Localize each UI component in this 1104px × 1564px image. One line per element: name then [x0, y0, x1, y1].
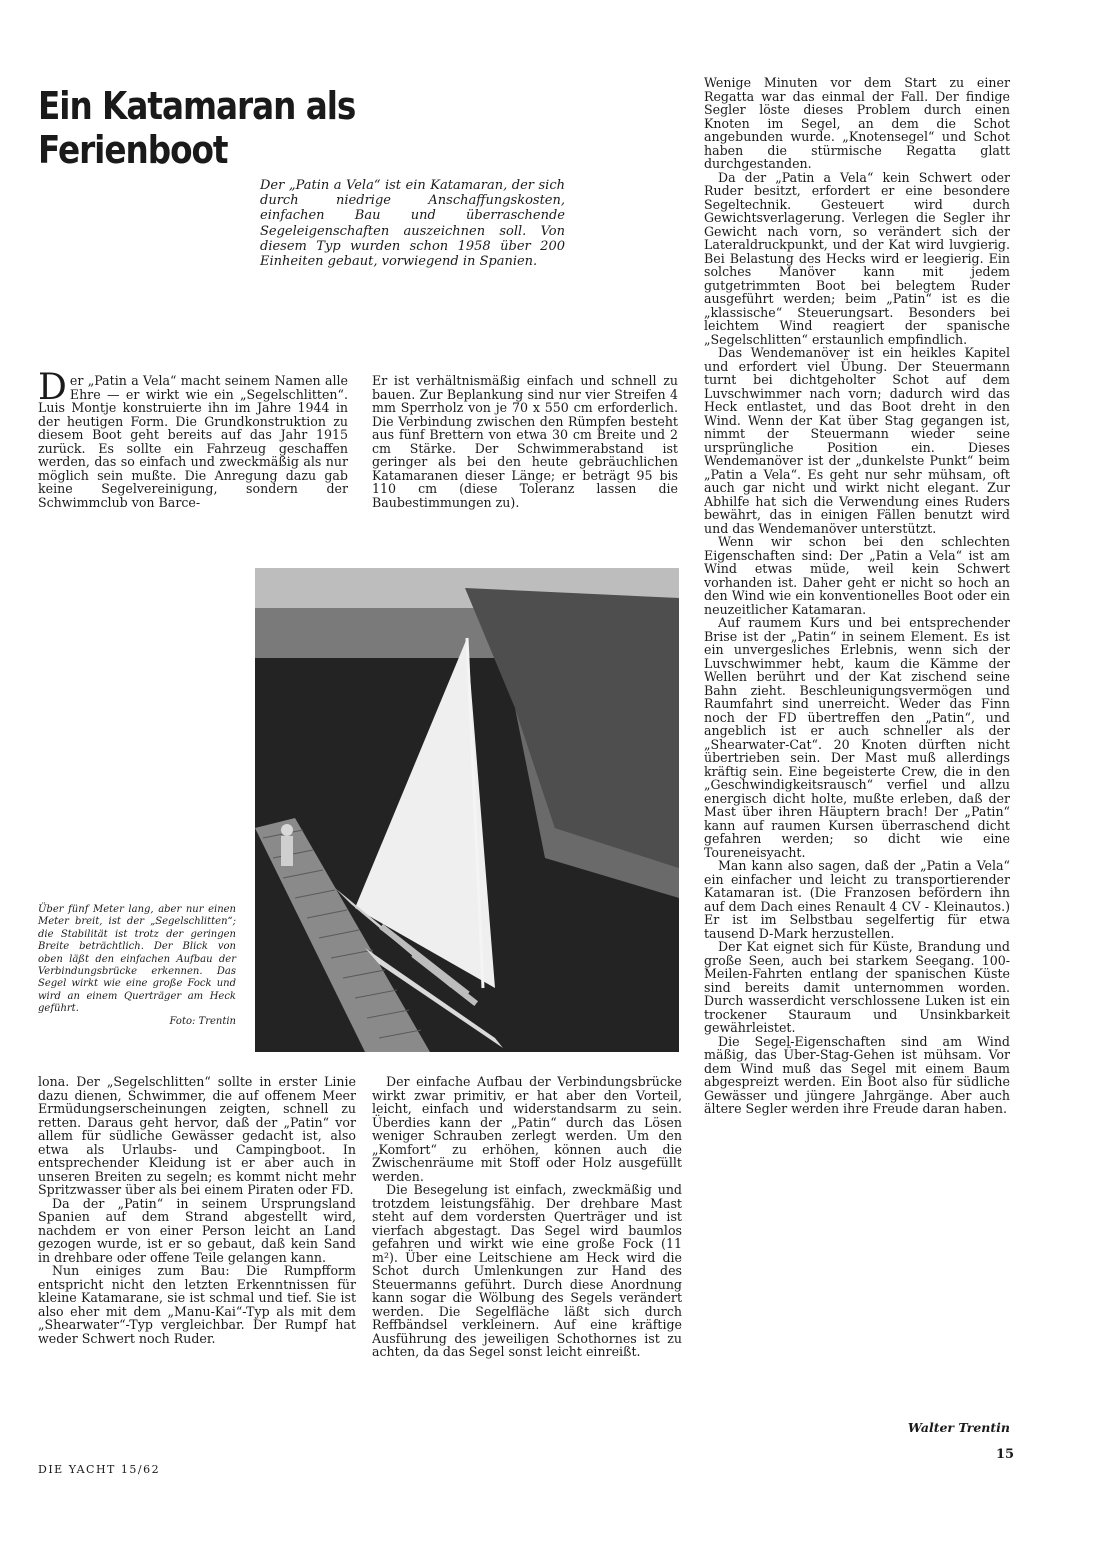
paragraph-text: er „Patin a Vela“ macht seinem Namen alle Ehre — er wirkt wie ein „Segelschlitten“. Luis Montje konstruierte ihn im Jahre 1944 in der heutigen Form. Die Grundkonstruktion zu diesem Boot geht bereits auf das Jahr 1915 zurück. Es sollte ein Fahrzeug geschaffen werden, das so einfach und zweckmäßig als nur möglich sein mußte. Die Anregung dazu gab keine Segelvereinigung, sondern der Schwimmclub von Barce-	[38, 373, 348, 510]
paragraph: Man kann also sagen, daß der „Patin a Vela“ ein einfacher und leicht zu transportierender Katamaran ist. (Die Franzosen befördern ihn auf dem Dach eines Renault 4 CV - Kleinautos.) Er ist im Selbstbau segelfertig für etwa tausend D-Mark herzustellen.	[704, 858, 1010, 941]
photo-person-body	[281, 836, 293, 866]
paragraph: Da der „Patin“ in seinem Ursprungsland Spanien auf dem Strand abgestellt wird, nachdem er von einer Person leicht an Land gezogen wurde, ist er so gebaut, daß kein Sand in drehbare oder offene Teile gelangen kann.	[38, 1195, 356, 1265]
catamaran-photo	[255, 568, 679, 1052]
paragraph: Wenn wir schon bei den schlechten Eigenschaften sind: Der „Patin a Vela“ ist am Wind etwas müde, weil kein Schwert vorhanden ist. Daher geht er nicht so hoch an den Wind wie ein konventionelles Boot oder ein neuzeitlicher Katamaran.	[704, 534, 1010, 617]
drop-cap: D	[38, 367, 67, 408]
photo-caption	[38, 904, 236, 1028]
publication-footer: DIE YACHT 15/62	[38, 1463, 161, 1476]
author-signature: Walter Trentin	[907, 1420, 1010, 1435]
paragraph	[38, 367, 348, 510]
page-number: 15	[996, 1447, 1015, 1462]
paragraph: Der einfache Aufbau der Verbindungsbrücke wirkt zwar primitiv, er hat aber den Vorteil, leicht, einfach und widerstandsarm zu sein. Überdies kann der „Patin“ durch das Lösen weniger Schrauben zerlegt werden. Um den „Komfort“ zu erhöhen, können auch die Zwischenräume mit Stoff oder Holz ausgefüllt werden.	[372, 1074, 682, 1184]
column-2-top	[372, 374, 678, 509]
paragraph: Auf raumem Kurs und bei entsprechender Brise ist der „Patin“ in seinem Element. Es ist ein unvergesliches Erlebnis, wenn sich der Luvschwimmer hebt, kaum die Kämme der Wellen berührt und der Kat zischend seine Bahn zieht. Beschleunigungsvermögen und Raumfahrt sind unerreicht. Weder das Finn noch der FD übertreffen den „Patin“, und angeblich ist er auch schneller als der „Shearwater-Cat“. 20 Knoten dürften nicht übertrieben sein. Der Mast muß allerdings kräftig sein. Eine begeisterte Crew, die in den „Geschwindigkeitsrausch“ verfiel und allzu energisch dicht holte, mußte erleben, daß der Mast über ihren Häuptern brach! Der „Patin“ kann auf raumen Kursen überraschend dicht gefahren werden; so dicht wie eine Toureneisyacht.	[704, 615, 1010, 860]
photo-credit: Foto: Trentin	[169, 1015, 236, 1027]
paragraph: Nun einiges zum Bau: Die Rumpfform entspricht nicht den letzten Erkenntnissen für kleine Katamarane, sie ist schmal und tief. Sie ist also eher mit dem „Manu-Kai“-Typ als mit dem „Shearwater“-Typ vergleichbar. Der Rumpf hat weder Schwert noch Ruder.	[38, 1263, 356, 1346]
column-1-bottom	[38, 1075, 356, 1345]
article-title: Ein Katamaran als Ferienboot	[38, 84, 356, 172]
photo-illustration	[255, 568, 679, 1052]
paragraph: Die Segel-Eigenschaften sind am Wind mäßig, das Über-Stag-Gehen ist mühsam. Vor dem Wind muß das Segel mit einem Baum abgespreizt werden. Ein Boot also für südliche Gewässer und jüngere Jahrgänge. Aber auch ältere Segler werden ihre Freude daran haben.	[704, 1033, 1010, 1116]
photo-person-head	[281, 824, 293, 836]
paragraph: Er ist verhältnismäßig einfach und schnell zu bauen. Zur Beplankung sind nur vier Streifen 4 mm Sperrholz von je 70 x 550 cm erforderlich. Die Verbindung zwischen den Rümpfen besteht aus fünf Brettern von etwa 30 cm Breite und 2 cm Stärke. Der Schwimmerabstand ist geringer als bei den heute gebräuchlichen Katamaranen dieser Länge; er beträgt 95 bis 110 cm (diese Toleranz lassen die Baubestimmungen zu).	[372, 373, 678, 510]
column-2-bottom	[372, 1075, 682, 1359]
paragraph: Der Kat eignet sich für Küste, Brandung und große Seen, auch bei starkem Seegang. 100-Meilen-Fahrten entlang der spanischen Küste sind bereits damit unternommen worden. Durch wasserdicht verschlossene Luken ist ein trockener Stauraum und Unsinkbarkeit gewährleistet.	[704, 939, 1010, 1035]
column-3	[704, 76, 1010, 1116]
paragraph: Da der „Patin a Vela“ kein Schwert oder Ruder besitzt, erfordert er eine besondere Segeltechnik. Gesteuert wird durch Gewichtsverlagerung. Verlegen die Segler ihr Gewicht nach vorn, so verändert sich der Lateraldruckpunkt, und der Kat wird luvgierig. Bei Belastung des Hecks wird er leegierig. Ein solches Manöver kann mit jedem gutgetrimmten Boot bei belegtem Ruder ausgeführt werden; beim „Patin“ ist es die „klassische“ Steuerungsart. Besonders bei leichtem Wind reagiert der spanische „Segelschlitten“ erstaunlich empfindlich.	[704, 169, 1010, 347]
caption-text: Über fünf Meter lang, aber nur einen Meter breit, ist der „Segelschlitten“; die Stabilität ist trotz der geringen Breite beträchtlich. Der Blick von oben läßt den einfachen Aufbau der Verbindungsbrücke erkennen. Das Segel wirkt wie eine große Fock und wird an einem Querträger am Heck geführt.	[38, 904, 236, 1015]
column-1-top	[38, 367, 348, 510]
article-intro: Der „Patin a Vela“ ist ein Katamaran, der sich durch niedrige Anschaffungskosten, einfachen Bau und überraschende Segeleigenschaften auszeichnen soll. Von diesem Typ wurden schon 1958 über 200 Einheiten gebaut, vorwiegend in Spanien.	[260, 178, 565, 270]
paragraph: Die Besegelung ist einfach, zweckmäßig und trotzdem leistungsfähig. Der drehbare Mast steht auf dem vordersten Querträger und ist vierfach abgestagt. Das Segel wird baumlos gefahren und wirkt wie eine große Fock (11 m²). Über eine Leitschiene am Heck wird die Schot durch Umlenkungen zur Hand des Steuermanns geführt. Durch diese Anordnung kann sogar die Wölbung des Segels verändert werden. Die Segelfläche läßt sich durch Reffbändsel verkleinern. Auf eine kräftige Ausführung des jeweiligen Schothornes ist zu achten, da das Segel sonst leicht einreißt.	[372, 1182, 682, 1359]
paragraph: Das Wendemanöver ist ein heikles Kapitel und erfordert viel Übung. Der Steuermann turnt bei dichtgeholter Schot auf dem Luvschwimmer nach vorn; dadurch wird das Heck entlastet, und das Boot dreht in den Wind. Wenn der Kat über Stag gegangen ist, nimmt der Steuermann wieder seine ursprüngliche Position ein. Dieses Wendemanöver ist der „dunkelste Punkt“ beim „Patin a Vela“. Es geht nur sehr mühsam, oft auch gar nicht und wirkt nicht elegant. Zur Abhilfe hat sich die Verwendung eines Ruders bewährt, das in einigen Fällen benutzt wird und das Wendemanöver unterstützt.	[704, 345, 1010, 536]
paragraph: Wenige Minuten vor dem Start zu einer Regatta war das einmal der Fall. Der findige Segler löste dieses Problem durch einen Knoten im Segel, an dem die Schot angebunden wurde. „Knotensegel“ und Schot haben die stürmische Regatta glatt durchgestanden.	[704, 75, 1010, 171]
paragraph: lona. Der „Segelschlitten“ sollte in erster Linie dazu dienen, Schwimmer, die auf offenem Meer Ermüdungserscheinungen zeigten, schnell zu retten. Daraus geht hervor, daß der „Patin“ vor allem für südliche Gewässer gedacht ist, also etwa als Urlaubs- und Campingboot. In entsprechender Kleidung ist er aber auch in unseren Breiten zu segeln; es kommt nicht mehr Spritzwasser über als bei einem Piraten oder FD.	[38, 1074, 356, 1197]
